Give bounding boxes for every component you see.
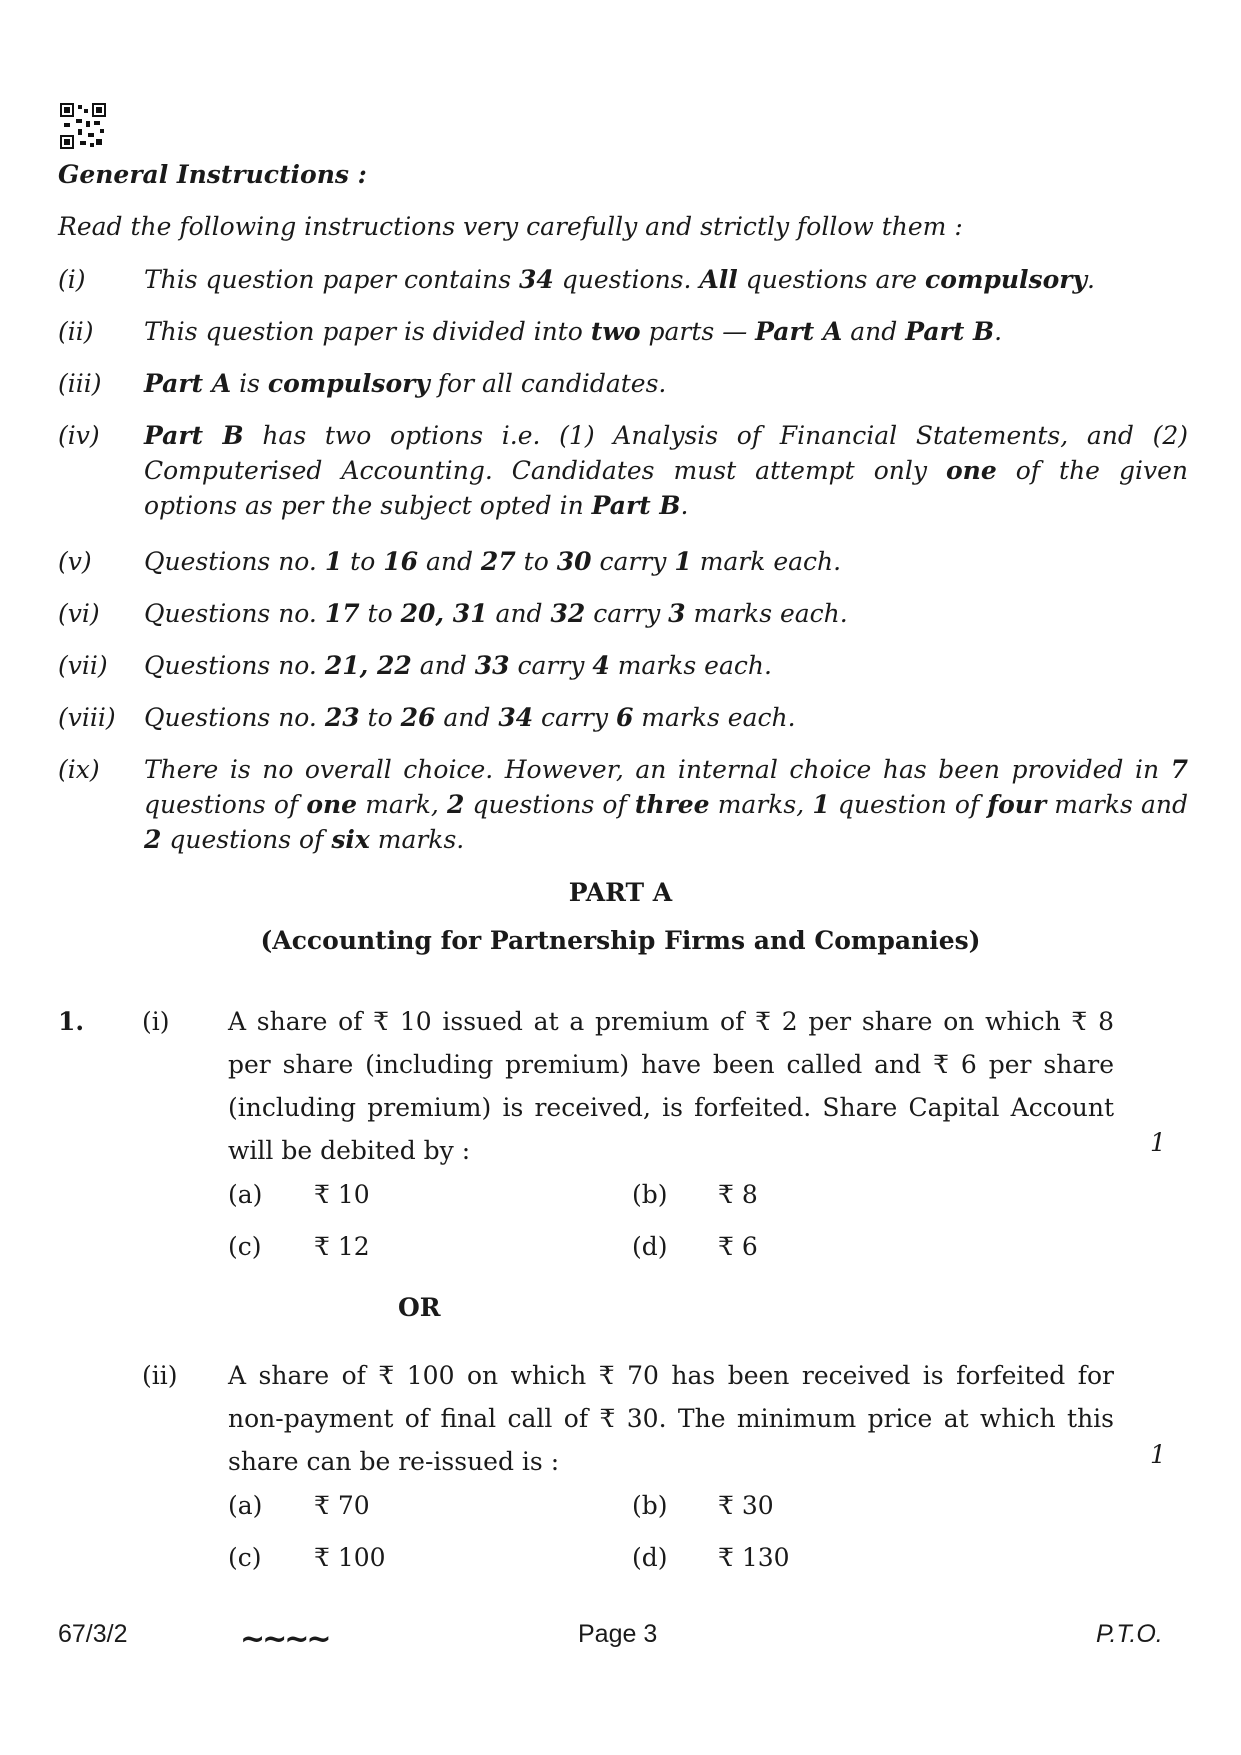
instruction-text: Part B has two options i.e. (1) Analysis of Financial Statements, and (2) Computerised Accounting. Candidates must attempt only one of the given options as per the subject opted in Part B. bbox=[144, 421, 1188, 520]
qr-code bbox=[60, 103, 106, 149]
or-separator: OR bbox=[398, 1293, 441, 1322]
option-value: ₹ 10 bbox=[314, 1180, 370, 1209]
instruction-item bbox=[58, 366, 1188, 401]
instructions-intro: Read the following instructions very carefully and strictly follow them : bbox=[58, 212, 963, 241]
option-label: (c) bbox=[228, 1543, 262, 1572]
instruction-text: Questions no. 1 to 16 and 27 to 30 carry 1 mark each. bbox=[144, 547, 842, 576]
instruction-number: (ii) bbox=[58, 317, 94, 346]
option-value: ₹ 130 bbox=[718, 1543, 790, 1572]
instruction-item bbox=[58, 596, 1188, 631]
instruction-text: Questions no. 21, 22 and 33 carry 4 marks each. bbox=[144, 651, 772, 680]
option-value: ₹ 8 bbox=[718, 1180, 758, 1209]
part-title: PART A bbox=[568, 878, 673, 907]
instruction-number: (ix) bbox=[58, 755, 100, 784]
option-label: (a) bbox=[228, 1180, 263, 1209]
instruction-item bbox=[58, 262, 1188, 297]
marks: 1 bbox=[1150, 1128, 1166, 1157]
option-label: (d) bbox=[632, 1232, 668, 1261]
question-text: A share of ₹ 100 on which ₹ 70 has been received is forfeited for non-payment of final call of ₹ 30. The minimum price at which this share can be re-issued is : bbox=[228, 1361, 1114, 1476]
option-value: ₹ 70 bbox=[314, 1491, 370, 1520]
instruction-text: This question paper contains 34 questions. All questions are compulsory. bbox=[144, 265, 1095, 294]
instruction-text: Questions no. 23 to 26 and 34 carry 6 marks each. bbox=[144, 703, 796, 732]
instruction-number: (iii) bbox=[58, 369, 102, 398]
instruction-number: (iv) bbox=[58, 421, 100, 450]
subquestion-label: (ii) bbox=[142, 1361, 178, 1390]
option-value: ₹ 6 bbox=[718, 1232, 758, 1261]
part-subtitle: (Accounting for Partnership Firms and Companies) bbox=[260, 926, 981, 955]
option-value: ₹ 100 bbox=[314, 1543, 386, 1572]
question-text: A share of ₹ 10 issued at a premium of ₹ 2 per share on which ₹ 8 per share (including premium) have been called and ₹ 6 per share (including premium) is received, is forfeited. Share Capital Account will be debited by : bbox=[228, 1007, 1114, 1165]
paper-code: 67/3/2 bbox=[58, 1620, 128, 1648]
instruction-text: This question paper is divided into two parts — Part A and Part B. bbox=[144, 317, 1003, 346]
option-label: (a) bbox=[228, 1491, 263, 1520]
instruction-number: (viii) bbox=[58, 703, 116, 732]
instruction-text: Part A is compulsory for all candidates. bbox=[144, 369, 667, 398]
option-label: (d) bbox=[632, 1543, 668, 1572]
instruction-item bbox=[58, 418, 1188, 523]
option-label: (b) bbox=[632, 1491, 668, 1520]
instruction-item bbox=[58, 314, 1188, 349]
option-label: (b) bbox=[632, 1180, 668, 1209]
instruction-number: (vi) bbox=[58, 599, 100, 628]
instruction-item bbox=[58, 544, 1188, 579]
instructions-title: General Instructions : bbox=[58, 160, 367, 189]
option-value: ₹ 30 bbox=[718, 1491, 774, 1520]
instruction-item bbox=[58, 752, 1188, 857]
question-number: 1. bbox=[58, 1007, 85, 1036]
pto-label: P.T.O. bbox=[1096, 1620, 1163, 1648]
instruction-number: (i) bbox=[58, 265, 86, 294]
instruction-item bbox=[58, 700, 1188, 735]
instruction-text: Questions no. 17 to 20, 31 and 32 carry 3 marks each. bbox=[144, 599, 848, 628]
instruction-number: (vii) bbox=[58, 651, 108, 680]
wave-decoration: ~~~~ bbox=[240, 1622, 329, 1657]
instruction-item bbox=[58, 648, 1188, 683]
instruction-text: There is no overall choice. However, an internal choice has been provided in 7 questions of one mark, 2 questions of three marks, 1 question of four marks and 2 questions of six marks. bbox=[144, 755, 1188, 854]
subquestion-label: (i) bbox=[142, 1007, 170, 1036]
marks: 1 bbox=[1150, 1440, 1166, 1469]
option-label: (c) bbox=[228, 1232, 262, 1261]
instruction-number: (v) bbox=[58, 547, 92, 576]
page-number: Page 3 bbox=[578, 1620, 658, 1648]
option-value: ₹ 12 bbox=[314, 1232, 370, 1261]
